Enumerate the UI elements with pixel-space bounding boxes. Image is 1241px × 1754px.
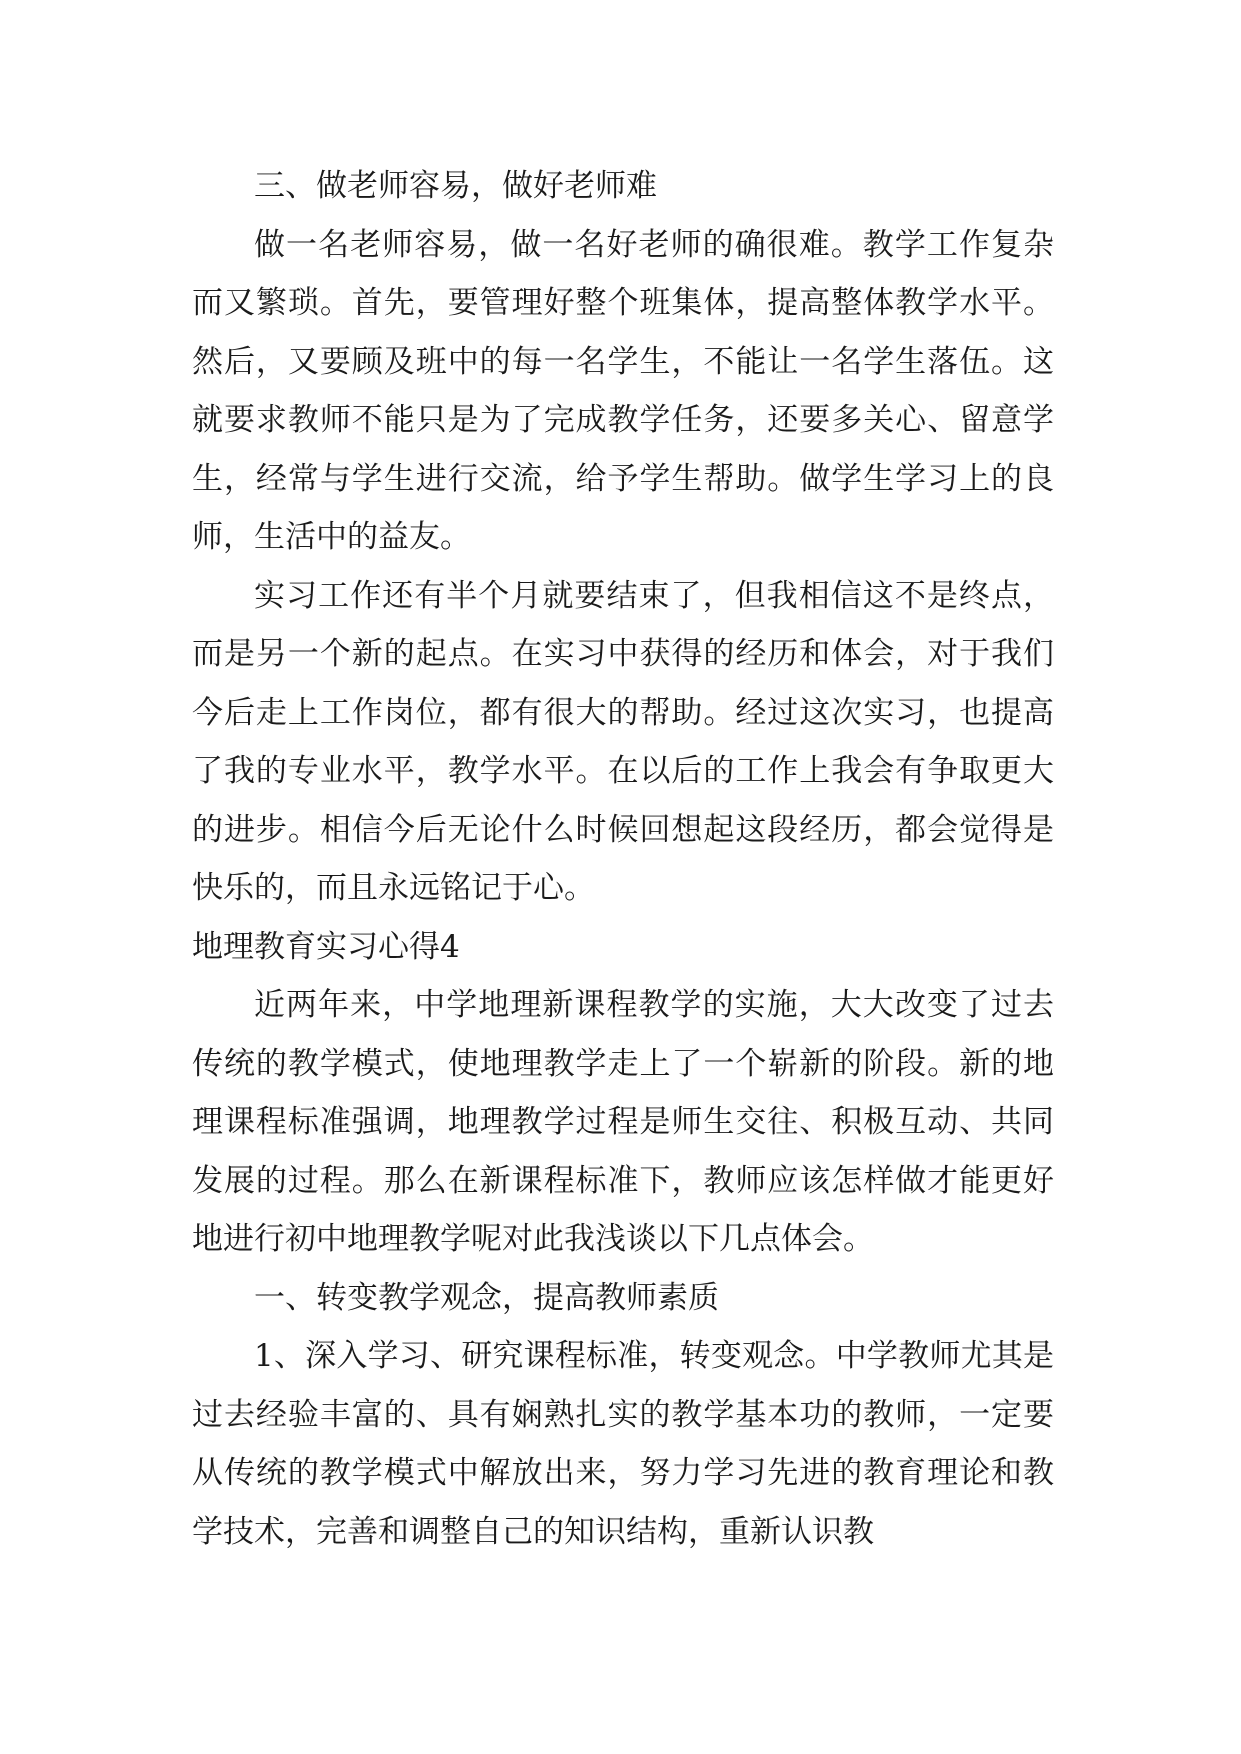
section-heading-1: 一、转变教学观念，提高教师素质 <box>254 1279 719 1316</box>
paragraph-study-standards: 1、深入学习、研究课程标准，转变观念。中学教师尤其是过去经验丰富的、具有娴熟扎实的教学基本功的教师，一定要从传统的教学模式中解放出来，努力学习先进的教育理论和教学技术，完善和调整自己的知识结构，重新认识教 <box>192 1338 1054 1550</box>
paragraph-internship-end: 实习工作还有半个月就要结束了，但我相信这不是终点，而是另一个新的起点。在实习中获得的经历和体会，对于我们今后走上工作岗位，都有很大的帮助。经过这次实习，也提高了我的专业水平，教学水平。在以后的工作上我会有争取更大的进步。相信今后无论什么时候回想起这段经历，都会觉得是快乐的，而且永远铭记于心。 <box>192 577 1054 906</box>
article-title: 地理教育实习心得4 <box>192 928 460 965</box>
paragraph-good-teacher: 做一名老师容易，做一名好老师的确很难。教学工作复杂而又繁琐。首先，要管理好整个班集体，提高整体教学水平。然后，又要顾及班中的每一名学生，不能让一名学生落伍。这就要求教师不能只是为了完成教学任务，还要多关心、留意学生，经常与学生进行交流，给予学生帮助。做学生学习上的良师，生活中的益友。 <box>192 226 1054 555</box>
document-body <box>192 157 1054 1561</box>
paragraph-new-curriculum: 近两年来，中学地理新课程教学的实施，大大改变了过去传统的教学模式，使地理教学走上了一个崭新的阶段。新的地理课程标准强调，地理教学过程是师生交往、积极互动、共同发展的过程。那么在新课程标准下，教师应该怎样做才能更好地进行初中地理教学呢对此我浅谈以下几点体会。 <box>192 987 1054 1257</box>
section-heading-3: 三、做老师容易，做好老师难 <box>254 168 657 204</box>
